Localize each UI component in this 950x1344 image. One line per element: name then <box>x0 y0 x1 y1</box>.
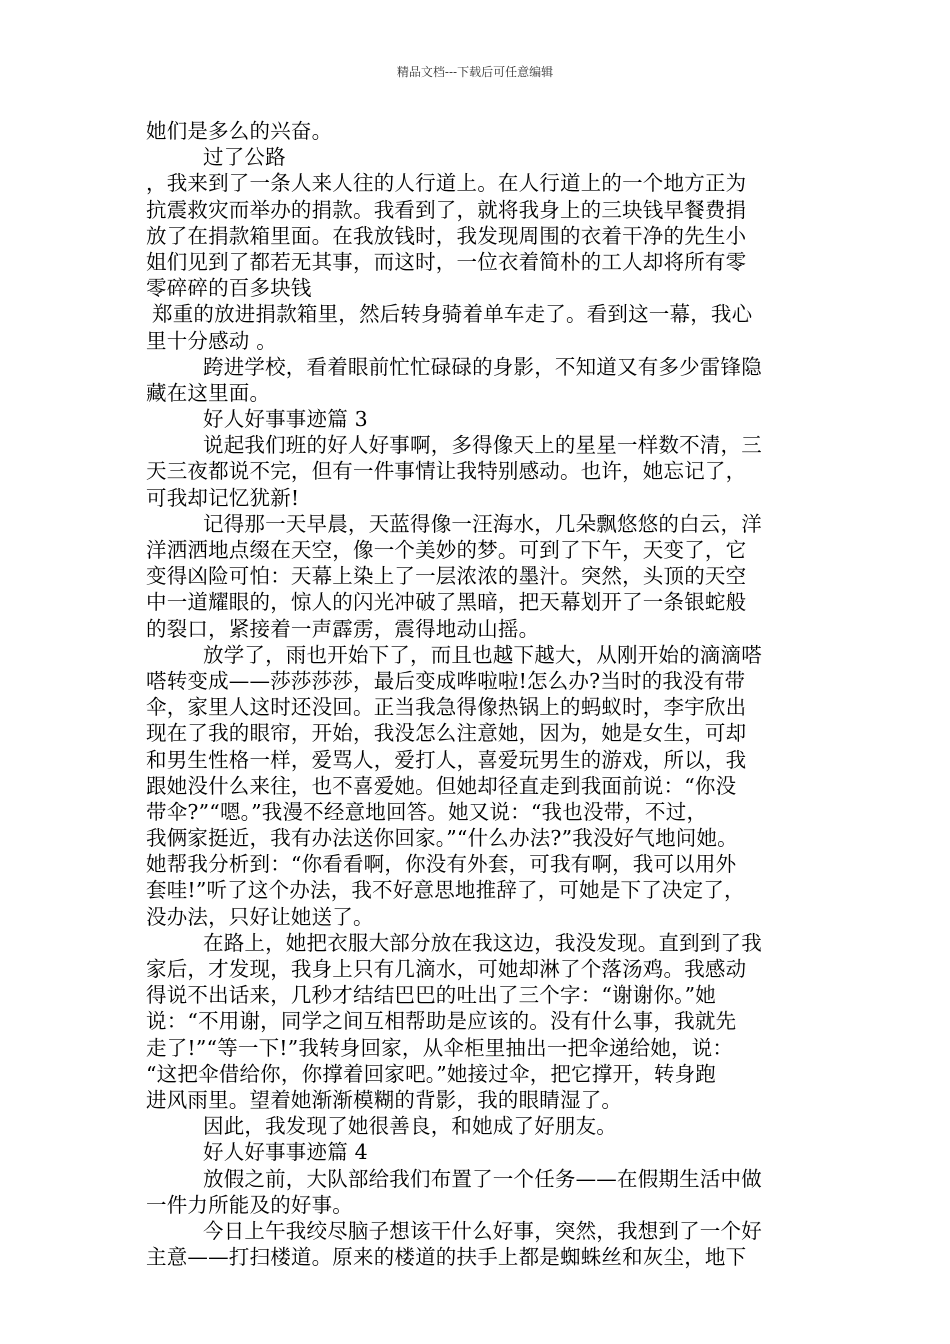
text-line: 她们是多么的兴奋。 <box>146 119 333 143</box>
text-line: 跟她没什么来往，也不喜爱她。但她却径直走到我面前说：“你没 <box>146 773 737 798</box>
document-body <box>146 118 810 1270</box>
text-line: 说：“不用谢，同学之间互相帮助是应该的。没有什么事，我就先 <box>146 1009 737 1034</box>
text-line: 得说不出话来，几秒才结结巴巴的吐出了三个字：“谢谢你。”她 <box>146 983 717 1008</box>
text-line: 中一道耀眼的，惊人的闪光冲破了黑暗，把天幕划开了一条银蛇般 <box>146 590 747 615</box>
text-line: 一件力所能及的好事。 <box>146 1192 353 1217</box>
text-line: “这把伞借给你，你撑着回家吧。”她接过伞，把它撑开，转身跑 <box>146 1061 717 1086</box>
text-line: 抗震救灾而举办的捐款。我看到了，就将我身上的三块钱早餐费捐 <box>146 197 747 222</box>
section-heading: 好人好事事迹篇 4 <box>203 1140 368 1165</box>
text-line: 主意——打扫楼道。原来的楼道的扶手上都是蜘蛛丝和灰尘，地下 <box>146 1245 747 1270</box>
text-line: 记得那一天早晨，天蓝得像一汪海水，几朵飘悠悠的白云，洋 <box>203 511 762 536</box>
text-line: 她帮我分析到：“你看看啊，你没有外套，可我有啊，我可以用外 <box>146 852 737 877</box>
text-line: 变得凶险可怕：天幕上染上了一层浓浓的墨汁。突然，头顶的天空 <box>146 564 747 589</box>
text-line: 带伞?”“嗯。”我漫不经意地回答。她又说：“我也没带，不过， <box>146 799 708 824</box>
text-line: 姐们见到了都若无其事，而这时，一位衣着简朴的工人却将所有零 <box>146 249 747 274</box>
text-line: 今日上午我绞尽脑子想该干什么好事，突然，我想到了一个好 <box>203 1218 762 1243</box>
text-line: 过了公路 <box>203 145 286 170</box>
text-line: 没办法，只好让她送了。 <box>146 904 374 929</box>
text-line: 跨进学校，看着眼前忙忙碌碌的身影，不知道又有多少雷锋隐 <box>203 354 762 379</box>
text-line: 现在了我的眼帘，开始，我没怎么注意她，因为，她是女生，可却 <box>146 721 747 746</box>
text-line: 藏在这里面。 <box>146 380 271 405</box>
text-line: 放了在捐款箱里面。在我放钱时，我发现周围的衣着干净的先生小 <box>146 223 747 248</box>
text-line: 的裂口，紧接着一声霹雳，震得地动山摇。 <box>146 616 540 641</box>
text-line: 洋洒洒地点缀在天空，像一个美妙的梦。可到了下午，天变了，它 <box>146 538 747 562</box>
text-line: ，我来到了一条人来人往的人行道上。在人行道上的一个地方正为 <box>146 171 747 196</box>
text-line: 说起我们班的好人好事啊，多得像天上的星星一样数不清，三 <box>203 433 762 458</box>
text-line: 进风雨里。望着她渐渐模糊的背影，我的眼睛湿了。 <box>146 1087 623 1112</box>
text-line: 走了!”“等一下!”我转身回家，从伞柜里抽出一把伞递给她，说： <box>146 1035 734 1060</box>
section-heading: 好人好事事迹篇 3 <box>203 407 368 432</box>
text-line: 嗒转变成——莎莎莎莎，最后变成哗啦啦!怎么办?当时的我没有带 <box>146 668 746 693</box>
text-line: 放学了，雨也开始下了，而且也越下越大，从刚开始的滴滴嗒 <box>203 642 762 667</box>
text-line: 因此，我发现了她很善良，和她成了好朋友。 <box>203 1114 617 1139</box>
text-line: 放假之前，大队部给我们布置了一个任务——在假期生活中做 <box>203 1166 762 1191</box>
text-line: 家后，才发现，我身上只有几滴水，可她却淋了个落汤鸡。我感动 <box>146 957 747 981</box>
text-line: 和男生性格一样，爱骂人，爱打人，喜爱玩男生的游戏，所以，我 <box>146 747 747 772</box>
text-line: 我俩家挺近，我有办法送你回家。”“什么办法?”我没好气地问她。 <box>146 826 738 851</box>
text-line: 套哇!”听了这个办法，我不好意思地推辞了，可她是下了决定了， <box>146 878 745 903</box>
text-line: 零碎碎的百多块钱 <box>146 276 312 301</box>
text-line: 郑重的放进捐款箱里，然后转身骑着单车走了。看到这一幕，我心 <box>152 302 753 327</box>
text-line: 伞，家里人这时还没回。正当我急得像热锅上的蚂蚁时，李宇欣出 <box>146 695 747 720</box>
text-line: 天三夜都说不完，但有一件事情让我特别感动。也许，她忘记了， <box>146 459 747 484</box>
page-header: 精品文档---下载后可任意编辑 <box>396 65 554 79</box>
text-line: 在路上，她把衣服大部分放在我这边，我没发现。直到到了我 <box>203 930 762 955</box>
text-line: 可我却记忆犹新! <box>146 485 300 510</box>
text-line: 里十分感动 。 <box>146 328 277 353</box>
